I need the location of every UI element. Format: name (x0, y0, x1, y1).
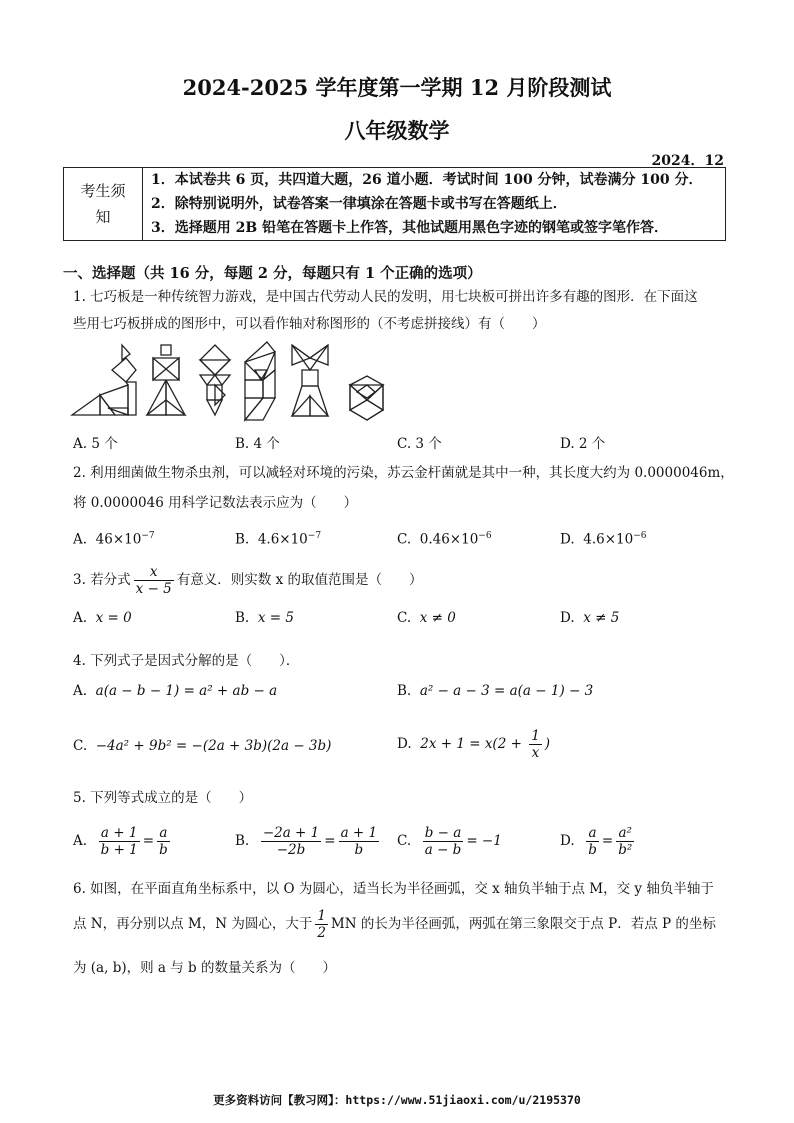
q1-option-d: D. 2 个 (560, 436, 606, 452)
q4-option-c: C. −4a² + 9b² = −(2a + 3b)(2a − 3b) (73, 738, 332, 754)
exam-title: 2024-2025 学年度第一学期 12 月阶段测试 (182, 75, 612, 100)
q5-option-d: D. $\frac{a}{b}$ = $\frac{\text{a²}}{\text{b²}}$ (560, 825, 633, 858)
q1-option-b: B. 4 个 (235, 436, 280, 452)
notice-label (64, 168, 143, 241)
q1-stem-line1: 1. 七巧板是一种传统智力游戏，是中国古代劳动人民的发明，用七块板可拼出许多有趣的图形．在下面这 (73, 289, 698, 305)
tangram-figure-2 (147, 345, 185, 415)
q4-option-a: A. a(a − b − 1) = a² + ab − a (73, 683, 278, 699)
exam-date: 2024．12 (651, 153, 724, 169)
q2-option-d: D. $4.6\times 10^{-6}$ (560, 531, 647, 548)
tangram-figure-3 (200, 345, 230, 415)
footer-link-text[interactable]: 更多资料访问【教习网】：https://www.51jiaoxi.com/u/2195370 (213, 1093, 581, 1107)
q6-stem-line1: 6. 如图，在平面直角坐标系中，以 O 为圆心，适当长为半径画弧，交 x 轴负半轴于点 M，交 y 轴负半轴于 (73, 881, 714, 897)
q3-fraction: $\frac{x}{x - 5}$ (135, 564, 172, 597)
notice-item: 1．本试卷共 6 页，共四道大题，26 道小题．考试时间 100 分钟，试卷满分 100 分． (151, 172, 703, 188)
q5-option-b: B. $\frac{-2a + 1}{-2b}$ = $\frac{a + 1}{b}$ (235, 825, 378, 858)
tangram-figures (70, 340, 410, 425)
q3-stem: 3. 若分式 $\frac{x}{x - 5}$ 有意义．则实数 x 的取值范围是（ ） (73, 564, 423, 597)
q5-stem: 5. 下列等式成立的是（ ） (73, 790, 253, 806)
q4-option-b: B. a² − a − 3 = a(a − 1) − 3 (397, 683, 594, 699)
q1-option-c: C. 3 个 (397, 436, 442, 452)
q6-stem-line2: 点 N，再分别以点 M，N 为圆心，大于 $\frac{1}{2}$ MN 的长为半径画弧，两弧在第三象限交于点 P．若点 P 的坐标 (73, 908, 716, 941)
q3-option-d: D. x ≠ 5 (560, 610, 620, 626)
q5-option-c: C. $\frac{b - a}{a - b}$ = −1 (397, 825, 502, 858)
q2-option-c: C. $0.46\times 10^{-6}$ (397, 531, 492, 548)
notice-item: 3．选择题用 2B 铅笔在答题卡上作答，其他试题用黑色字迹的钢笔或签字笔作答． (151, 220, 669, 236)
notice-label-line2: 知 (95, 208, 111, 226)
q2-stem-line1: 2. 利用细菌做生物杀虫剂，可以减轻对环境的污染，苏云金杆菌就是其中一种，其长度大约为 0.0000046m， (73, 465, 734, 481)
q3-option-b: B. x = 5 (235, 610, 294, 626)
q3-option-a: A. x = 0 (73, 610, 132, 626)
q4-option-d: D. 2x + 1 = x(2 + $\frac{1}{x}$ ) (397, 728, 551, 761)
tangram-figure-4 (245, 342, 275, 420)
notice-table (63, 167, 726, 241)
q2-option-b: B. $4.6\times 10^{-7}$ (235, 531, 322, 548)
q1-stem-line2: 些用七巧板拼成的图形中，可以看作轴对称图形的（不考虑拼接线）有（ ） (73, 316, 546, 332)
exam-subtitle: 八年级数学 (344, 118, 450, 143)
q2-stem-line2: 将 0.0000046 用科学记数法表示应为（ ） (73, 495, 358, 511)
q4-stem: 4. 下列式子是因式分解的是（ ）． (73, 653, 300, 669)
q6-stem-line3: 为 (a, b)，则 a 与 b 的数量关系为（ ） (73, 960, 336, 976)
notice-item: 2．除特别说明外，试卷答案一律填涂在答题卡或书写在答题纸上． (151, 196, 567, 212)
tangram-figure-1 (72, 345, 136, 415)
q2-option-a: A. $46\times 10^{-7}$ (73, 531, 155, 548)
tangram-figure-5 (292, 345, 328, 416)
notice-items (143, 168, 726, 241)
q5-option-a: A. $\frac{a + 1}{b + 1}$ = $\frac{a}{b}$ (73, 825, 168, 858)
notice-label-line1: 考生须 (80, 182, 126, 200)
q3-option-c: C. x ≠ 0 (397, 610, 456, 626)
section-heading: 一、选择题（共 16 分，每题 2 分，每题只有 1 个正确的选项） (63, 265, 482, 282)
q1-option-a: A. 5 个 (73, 436, 118, 452)
tangram-figure-6 (350, 376, 383, 420)
